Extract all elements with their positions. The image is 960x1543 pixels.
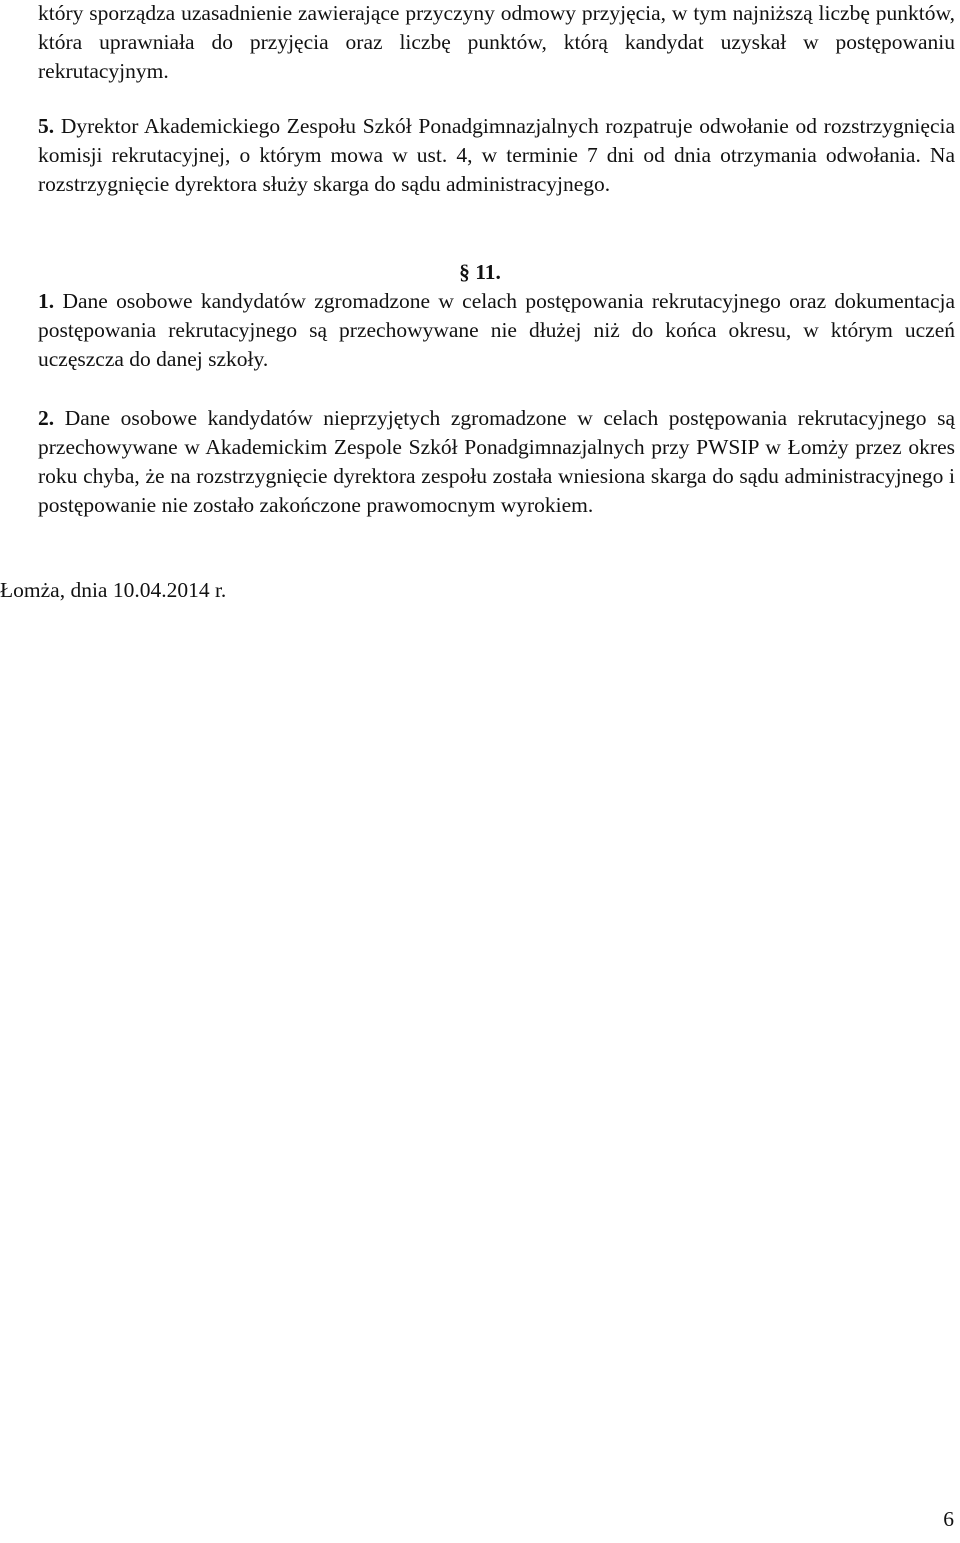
item-1-text: Dane osobowe kandydatów zgromadzone w celach postępowania rekrutacyjnego oraz dokumentacja postępowania rekrutacyjnego są przechowywane nie dłużej niż do końca okresu, w którym uczeń uczęszcza do danej szkoły. xyxy=(38,289,956,371)
item-2-number: 2. xyxy=(38,406,55,430)
paragraph-item-2 xyxy=(38,404,955,520)
section-heading: § 11. xyxy=(459,260,501,284)
paragraph-item-5 xyxy=(38,112,955,199)
item-2-text: Dane osobowe kandydatów nieprzyjętych zgromadzone w celach postępowania rekrutacyjnego są przechowywane w Akademickim Zespole Szkół Ponadgimnazjalnych przy PWSIP w Łomży przez okres roku chyba, że na rozstrzygnięcie dyrektora zespołu została wniesiona skarga do sądu administracyjnego i postępowanie nie zostało zakończone prawomocnym wyrokiem. xyxy=(38,406,955,517)
item-1-number: 1. xyxy=(38,289,55,313)
intro-text: który sporządza uzasadnienie zawierające przyczyny odmowy przyjęcia, w tym najniższą liczbę punktów, która uprawniała do przyjęcia oraz liczbę punktów, którą kandydat uzyskał w postępowaniu rekrutacyjnym. xyxy=(38,1,955,83)
paragraph-item-1 xyxy=(38,287,955,374)
page-number: 6 xyxy=(943,1507,954,1531)
intro-paragraph xyxy=(38,0,955,86)
item-5-number: 5. xyxy=(38,114,55,138)
item-5-text: Dyrektor Akademickiego Zespołu Szkół Ponadgimnazjalnych rozpatruje odwołanie od rozstrzygnięcia komisji rekrutacyjnej, o którym mowa w ust. 4, w terminie 7 dni od dnia otrzymania odwołania. Na rozstrzygnięcie dyrektora służy skarga do sądu administracyjnego. xyxy=(38,114,956,196)
sign-off-date: Łomża, dnia 10.04.2014 r. xyxy=(0,578,227,602)
